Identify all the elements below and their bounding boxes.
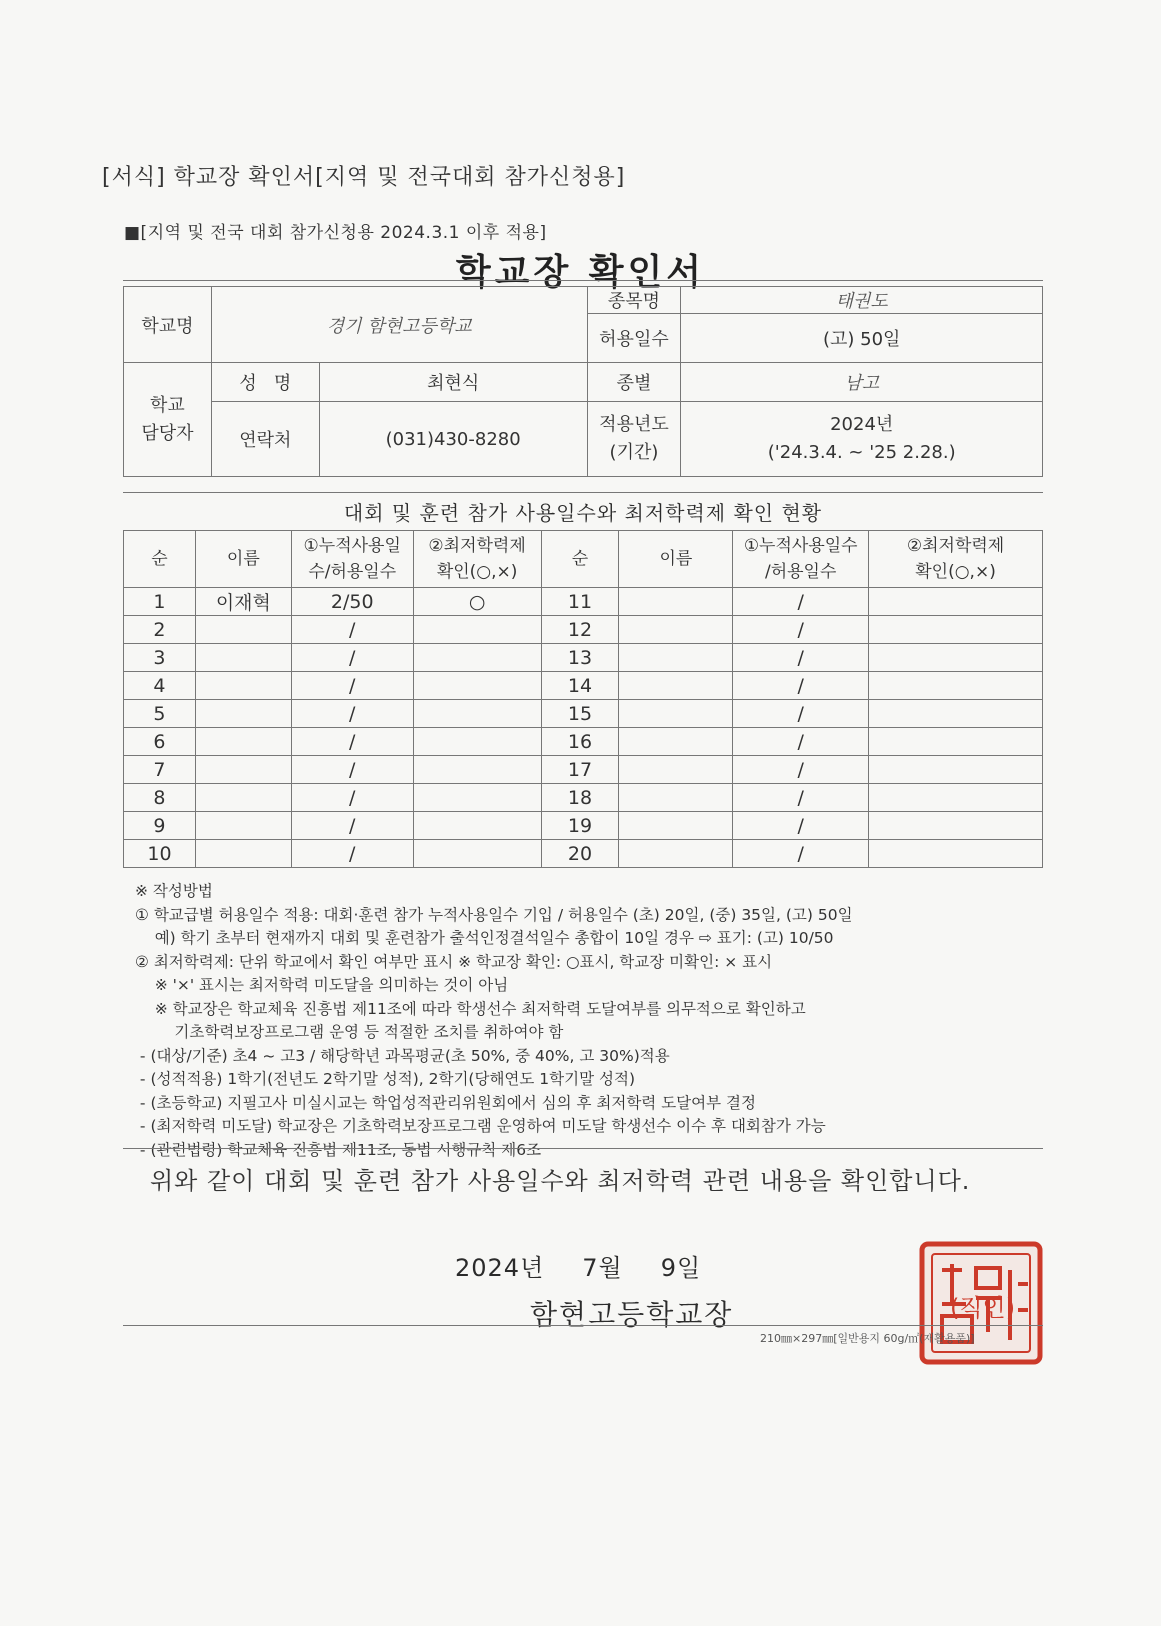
seal-label: (직인) <box>950 1294 1016 1322</box>
instruction-line: ※ '×' 표시는 최저학력 미도달을 의미하는 것이 아님 <box>135 976 509 994</box>
table-row <box>124 616 1043 644</box>
school-label: 학교명 <box>124 287 212 363</box>
row-no: 7 <box>124 756 196 784</box>
row-check <box>869 588 1043 616</box>
row-name <box>619 700 733 728</box>
contact-value: (031)430-8280 <box>319 402 587 477</box>
table-row <box>124 588 1043 616</box>
row-check: ○ <box>413 588 541 616</box>
table-row <box>124 644 1043 672</box>
sport-label: 종목명 <box>587 287 681 314</box>
row-name <box>619 728 733 756</box>
row-check <box>869 616 1043 644</box>
row-no: 2 <box>124 616 196 644</box>
applicability-notice: ■[지역 및 전국 대회 참가신청용 2024.3.1 이후 적용] <box>124 223 547 243</box>
row-days: / <box>291 644 413 672</box>
row-days: / <box>291 756 413 784</box>
row-days: / <box>291 616 413 644</box>
row-no: 18 <box>541 784 619 812</box>
row-name <box>195 644 291 672</box>
instruction-line: 기초학력보장프로그램 운영 등 적절한 조치를 취하여야 함 <box>135 1023 564 1041</box>
row-no: 1 <box>124 588 196 616</box>
col-name: 이름 <box>195 531 291 588</box>
row-days: / <box>733 672 869 700</box>
row-name <box>619 644 733 672</box>
row-check <box>869 812 1043 840</box>
row-check <box>869 644 1043 672</box>
confirmation-text: 위와 같이 대회 및 훈련 참가 사용일수와 최저학력 관련 내용을 확인합니다. <box>150 1167 971 1195</box>
usage-table <box>123 530 1043 868</box>
row-check <box>869 728 1043 756</box>
instruction-line: ① 학교급별 허용일수 적용: 대회·훈련 참가 누적사용일수 기입 / 허용일수 (초) 20일, (중) 35일, (고) 50일 <box>135 905 853 924</box>
date-day: 9일 <box>660 1254 702 1282</box>
row-no: 15 <box>541 700 619 728</box>
divider <box>123 280 1043 281</box>
row-name <box>619 784 733 812</box>
row-no: 20 <box>541 840 619 868</box>
row-check <box>869 840 1043 868</box>
divider <box>123 1325 1043 1326</box>
table-row <box>124 840 1043 868</box>
contact-label: 연락처 <box>211 402 319 477</box>
row-no: 11 <box>541 588 619 616</box>
table-row <box>124 784 1043 812</box>
row-days: / <box>733 728 869 756</box>
row-name <box>195 728 291 756</box>
row-check <box>413 756 541 784</box>
row-no: 5 <box>124 700 196 728</box>
table-row <box>124 756 1043 784</box>
instruction-line: - (초등학교) 지필고사 미실시교는 학업성적관리위원회에서 심의 후 최저학력 도달여부 결정 <box>135 1093 756 1112</box>
name-label: 성 명 <box>211 363 319 402</box>
row-days: / <box>733 588 869 616</box>
row-check <box>413 616 541 644</box>
instruction-line: - (관련법령) 학교체육 진흥법 제11조, 동법 시행규칙 제6조 <box>135 1140 542 1159</box>
row-check <box>413 812 541 840</box>
table-row <box>124 728 1043 756</box>
row-no: 10 <box>124 840 196 868</box>
row-days: / <box>733 812 869 840</box>
manager-label: 학교 담당자 <box>124 363 212 477</box>
name-value: 최현식 <box>319 363 587 402</box>
row-name <box>619 672 733 700</box>
row-no: 4 <box>124 672 196 700</box>
paper-spec: 210㎜×297㎜[일반용지 60g/㎡(재활용품)] <box>760 1332 975 1345</box>
allowed-days-value: (고) 50일 <box>681 314 1043 363</box>
row-check <box>869 672 1043 700</box>
row-name <box>195 784 291 812</box>
row-no: 17 <box>541 756 619 784</box>
page-title: 학교장 확인서 <box>455 252 706 293</box>
row-no: 13 <box>541 644 619 672</box>
row-days: / <box>733 756 869 784</box>
row-no: 9 <box>124 812 196 840</box>
instruction-line: 예) 학기 초부터 현재까지 대회 및 훈련참가 출석인정결석일수 총합이 10일 경우 ⇨ 표기: (고) 10/50 <box>135 929 834 947</box>
section-title: 대회 및 훈련 참가 사용일수와 최저학력제 확인 현황 <box>123 492 1043 526</box>
row-days: / <box>291 840 413 868</box>
row-name <box>195 672 291 700</box>
row-check <box>413 840 541 868</box>
row-check <box>413 644 541 672</box>
row-name <box>195 840 291 868</box>
row-days: / <box>733 840 869 868</box>
col-no: 순 <box>541 531 619 588</box>
divider <box>123 1148 1043 1149</box>
row-name <box>619 616 733 644</box>
row-name <box>195 812 291 840</box>
row-name <box>619 812 733 840</box>
row-check <box>869 784 1043 812</box>
info-table <box>123 286 1043 477</box>
instruction-line: ※ 작성방법 <box>135 882 213 900</box>
row-no: 14 <box>541 672 619 700</box>
col-no: 순 <box>124 531 196 588</box>
row-check <box>413 672 541 700</box>
row-check <box>869 756 1043 784</box>
col-academic: ②최저학력제 확인(○,×) <box>869 531 1043 588</box>
row-days: / <box>733 644 869 672</box>
row-days: / <box>733 616 869 644</box>
date-month: 7월 <box>582 1254 623 1282</box>
row-days: / <box>733 784 869 812</box>
issue-date <box>455 1248 739 1283</box>
date-year: 2024년 <box>455 1254 545 1282</box>
sport-value: 태권도 <box>681 287 1043 314</box>
col-name: 이름 <box>619 531 733 588</box>
gender-value: 남고 <box>681 363 1043 402</box>
year-value: 2024년 ('24.3.4. ~ '25 2.28.) <box>681 402 1043 477</box>
table-row <box>124 672 1043 700</box>
gender-label: 종별 <box>587 363 681 402</box>
instruction-line: ※ 학교장은 학교체육 진흥법 제11조에 따라 학생선수 최저학력 도달여부를 의무적으로 확인하고 <box>135 999 806 1018</box>
row-days: / <box>291 784 413 812</box>
row-name <box>195 616 291 644</box>
row-days: 2/50 <box>291 588 413 616</box>
instruction-line: ② 최저학력제: 단위 학교에서 확인 여부만 표시 ※ 학교장 확인: ○표시, 학교장 미확인: × 표시 <box>135 952 773 971</box>
row-check <box>413 700 541 728</box>
row-name <box>619 840 733 868</box>
col-academic: ②최저학력제 확인(○,×) <box>413 531 541 588</box>
row-check <box>869 700 1043 728</box>
table-row <box>124 812 1043 840</box>
col-days: ①누적사용일수 /허용일수 <box>733 531 869 588</box>
row-no: 16 <box>541 728 619 756</box>
row-days: / <box>291 812 413 840</box>
row-name <box>195 756 291 784</box>
row-no: 12 <box>541 616 619 644</box>
row-no: 19 <box>541 812 619 840</box>
form-title: [서식] 학교장 확인서[지역 및 전국대회 참가신청용] <box>102 165 626 190</box>
row-name: 이재혁 <box>195 588 291 616</box>
allowed-days-label: 허용일수 <box>587 314 681 363</box>
col-days: ①누적사용일 수/허용일수 <box>291 531 413 588</box>
school-value: 경기 함현고등학교 <box>211 287 587 363</box>
row-name <box>619 756 733 784</box>
row-no: 6 <box>124 728 196 756</box>
row-no: 8 <box>124 784 196 812</box>
signer: 함현고등학교장 <box>530 1298 734 1331</box>
instruction-line: - (대상/기준) 초4 ~ 고3 / 해당학년 과목평균(초 50%, 중 40%, 고 30%)적용 <box>135 1046 670 1065</box>
instruction-line: - (성적적용) 1학기(전년도 2학기말 성적), 2학기(당해연도 1학기말 성적) <box>135 1070 635 1088</box>
year-label: 적용년도 (기간) <box>587 402 681 477</box>
row-days: / <box>291 700 413 728</box>
instructions <box>135 880 1035 1162</box>
instruction-line: - (최저학력 미도달) 학교장은 기초학력보장프로그램 운영하여 미도달 학생선수 이수 후 대회참가 가능 <box>135 1117 826 1135</box>
row-no: 3 <box>124 644 196 672</box>
row-check <box>413 728 541 756</box>
row-days: / <box>291 672 413 700</box>
row-days: / <box>291 728 413 756</box>
row-name <box>195 700 291 728</box>
row-name <box>619 588 733 616</box>
row-days: / <box>733 700 869 728</box>
table-row <box>124 700 1043 728</box>
row-check <box>413 784 541 812</box>
